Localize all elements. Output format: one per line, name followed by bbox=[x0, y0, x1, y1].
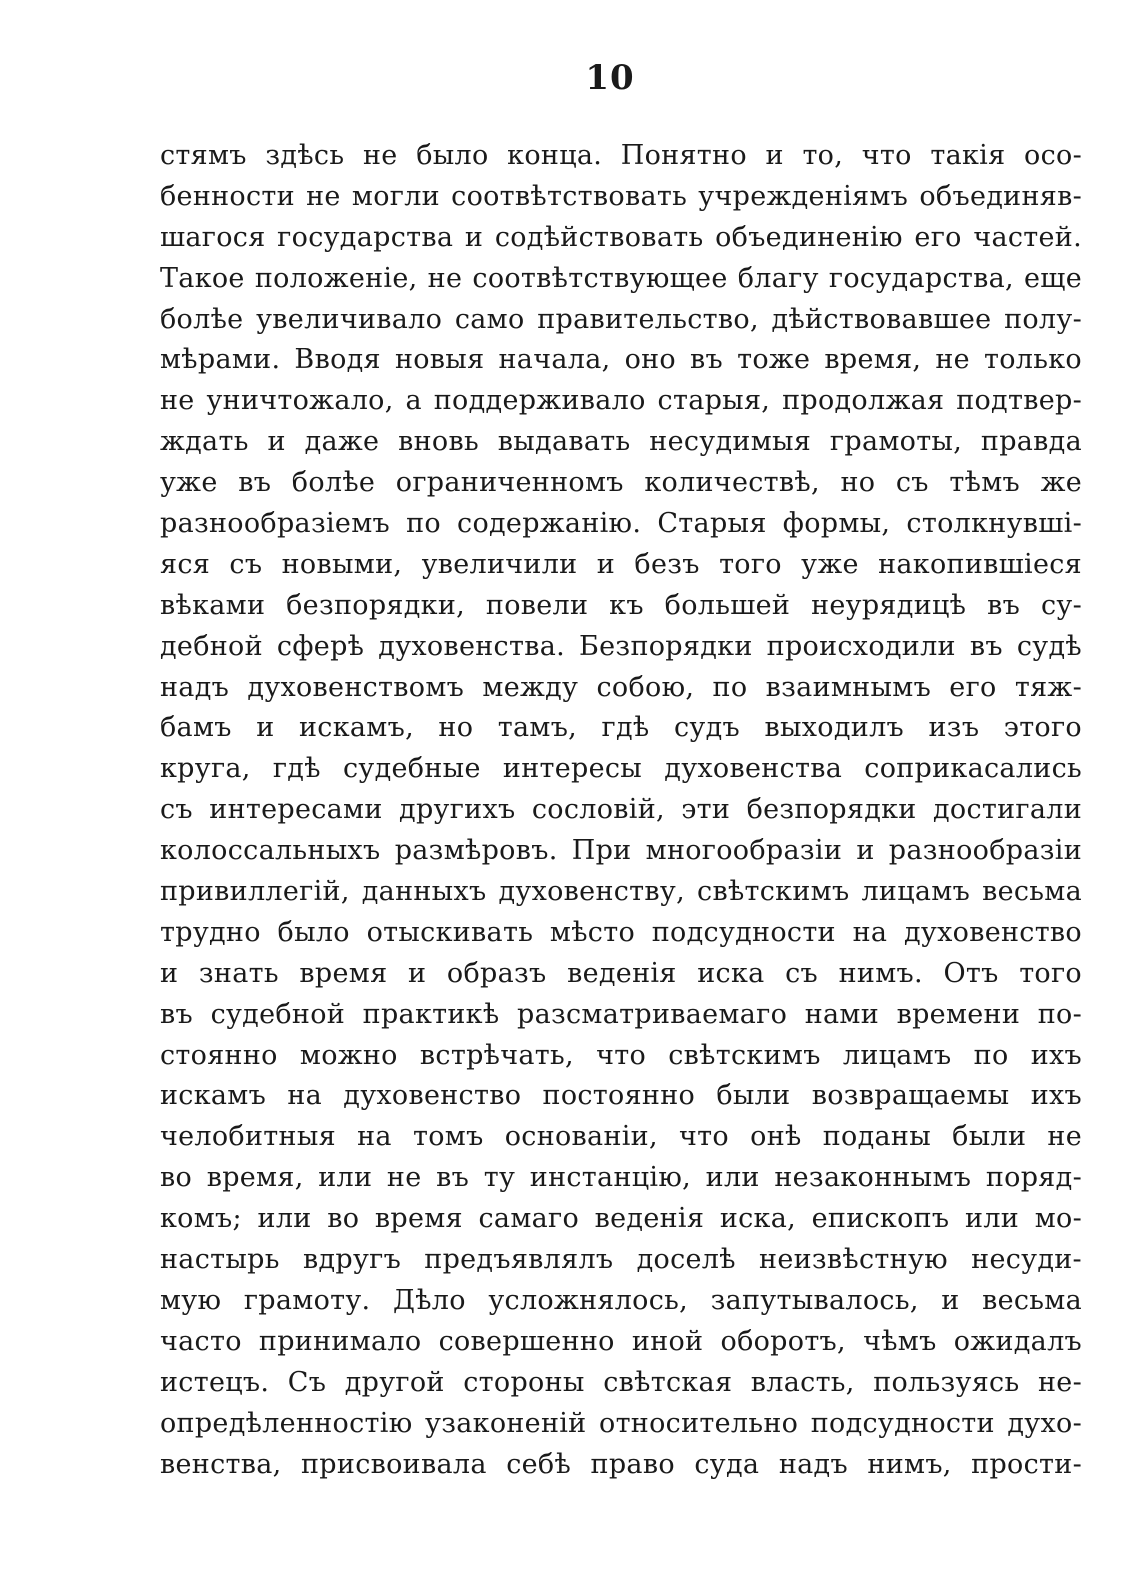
text-line: уже въ болѣе ограниченномъ количествѣ, но съ тѣмъ же bbox=[160, 467, 1082, 499]
text-line: во время, или не въ ту инстанцію, или незаконнымъ поряд- bbox=[160, 1162, 1082, 1194]
text-line: шагося государства и содѣйствовать объединенію его частей. bbox=[160, 221, 1082, 253]
text-line: бенности не могли соотвѣтствовать учрежденіямъ объединяв- bbox=[160, 180, 1082, 212]
text-line: Такое положеніе, не соотвѣтствующее благу государства, еще bbox=[160, 262, 1082, 294]
text-line: не уничтожало, а поддерживало старыя, продолжая подтвер- bbox=[160, 385, 1082, 417]
text-line: комъ; или во время самаго веденія иска, епископъ или мо- bbox=[160, 1203, 1082, 1235]
text-line: трудно было отыскивать мѣсто подсудности на духовенство bbox=[160, 916, 1082, 948]
text-line: привиллегій, данныхъ духовенству, свѣтскимъ лицамъ весьма bbox=[160, 876, 1082, 908]
text-line: разнообразіемъ по содержанію. Старыя формы, столкнувші- bbox=[160, 508, 1082, 540]
text-line: искамъ на духовенство постоянно были возвращаемы ихъ bbox=[160, 1080, 1082, 1112]
text-line: венства, присвоивала себѣ право суда надъ нимъ, прости- bbox=[160, 1448, 1082, 1480]
text-line: дебной сферѣ духовенства. Безпорядки происходили въ судѣ bbox=[160, 630, 1082, 662]
text-line: съ интересами другихъ сословій, эти безпорядки достигали bbox=[160, 794, 1082, 826]
text-line: мѣрами. Вводя новыя начала, оно въ тоже время, не только bbox=[160, 344, 1082, 376]
text-line: круга, гдѣ судебные интересы духовенства соприкасались bbox=[160, 753, 1082, 785]
text-line: стоянно можно встрѣчать, что свѣтскимъ лицамъ по ихъ bbox=[160, 1039, 1082, 1071]
text-line: ждать и даже вновь выдавать несудимыя грамоты, правда bbox=[160, 426, 1082, 458]
text-line: колоссальныхъ размѣровъ. При многообразіи и разнообразіи bbox=[160, 835, 1082, 867]
text-line: болѣе увеличивало само правительство, дѣйствовавшее полу- bbox=[160, 303, 1082, 335]
text-line: яся съ новыми, увеличили и безъ того уже накопившіеся bbox=[160, 548, 1082, 580]
page-number: 10 bbox=[585, 58, 635, 98]
text-line: истецъ. Съ другой стороны свѣтская власть, пользуясь не- bbox=[160, 1366, 1082, 1398]
text-line: часто принимало совершенно иной оборотъ, чѣмъ ожидалъ bbox=[160, 1325, 1082, 1357]
text-line: въ судебной практикѣ разсматриваемаго нами времени по- bbox=[160, 998, 1082, 1030]
body-text bbox=[160, 136, 1082, 1485]
text-line: стямъ здѣсь не было конца. Понятно и то, что такія осо- bbox=[160, 140, 1082, 171]
text-line: челобитныя на томъ основаніи, что онѣ поданы были не bbox=[160, 1121, 1082, 1153]
text-line: мую грамоту. Дѣло усложнялось, запутывалось, и весьма bbox=[160, 1284, 1082, 1316]
text-line: опредѣленностію узаконеній относительно подсудности духо- bbox=[160, 1407, 1082, 1439]
text-line: и знать время и образъ веденія иска съ нимъ. Отъ того bbox=[160, 957, 1082, 989]
text-line: вѣками безпорядки, повели къ большей неурядицѣ въ су- bbox=[160, 589, 1082, 621]
text-line: бамъ и искамъ, но тамъ, гдѣ судъ выходилъ изъ этого bbox=[160, 712, 1082, 744]
text-line: настырь вдругъ предъявлялъ доселѣ неизвѣстную несуди- bbox=[160, 1244, 1082, 1276]
text-line: надъ духовенствомъ между собою, по взаимнымъ его тяж- bbox=[160, 671, 1082, 703]
